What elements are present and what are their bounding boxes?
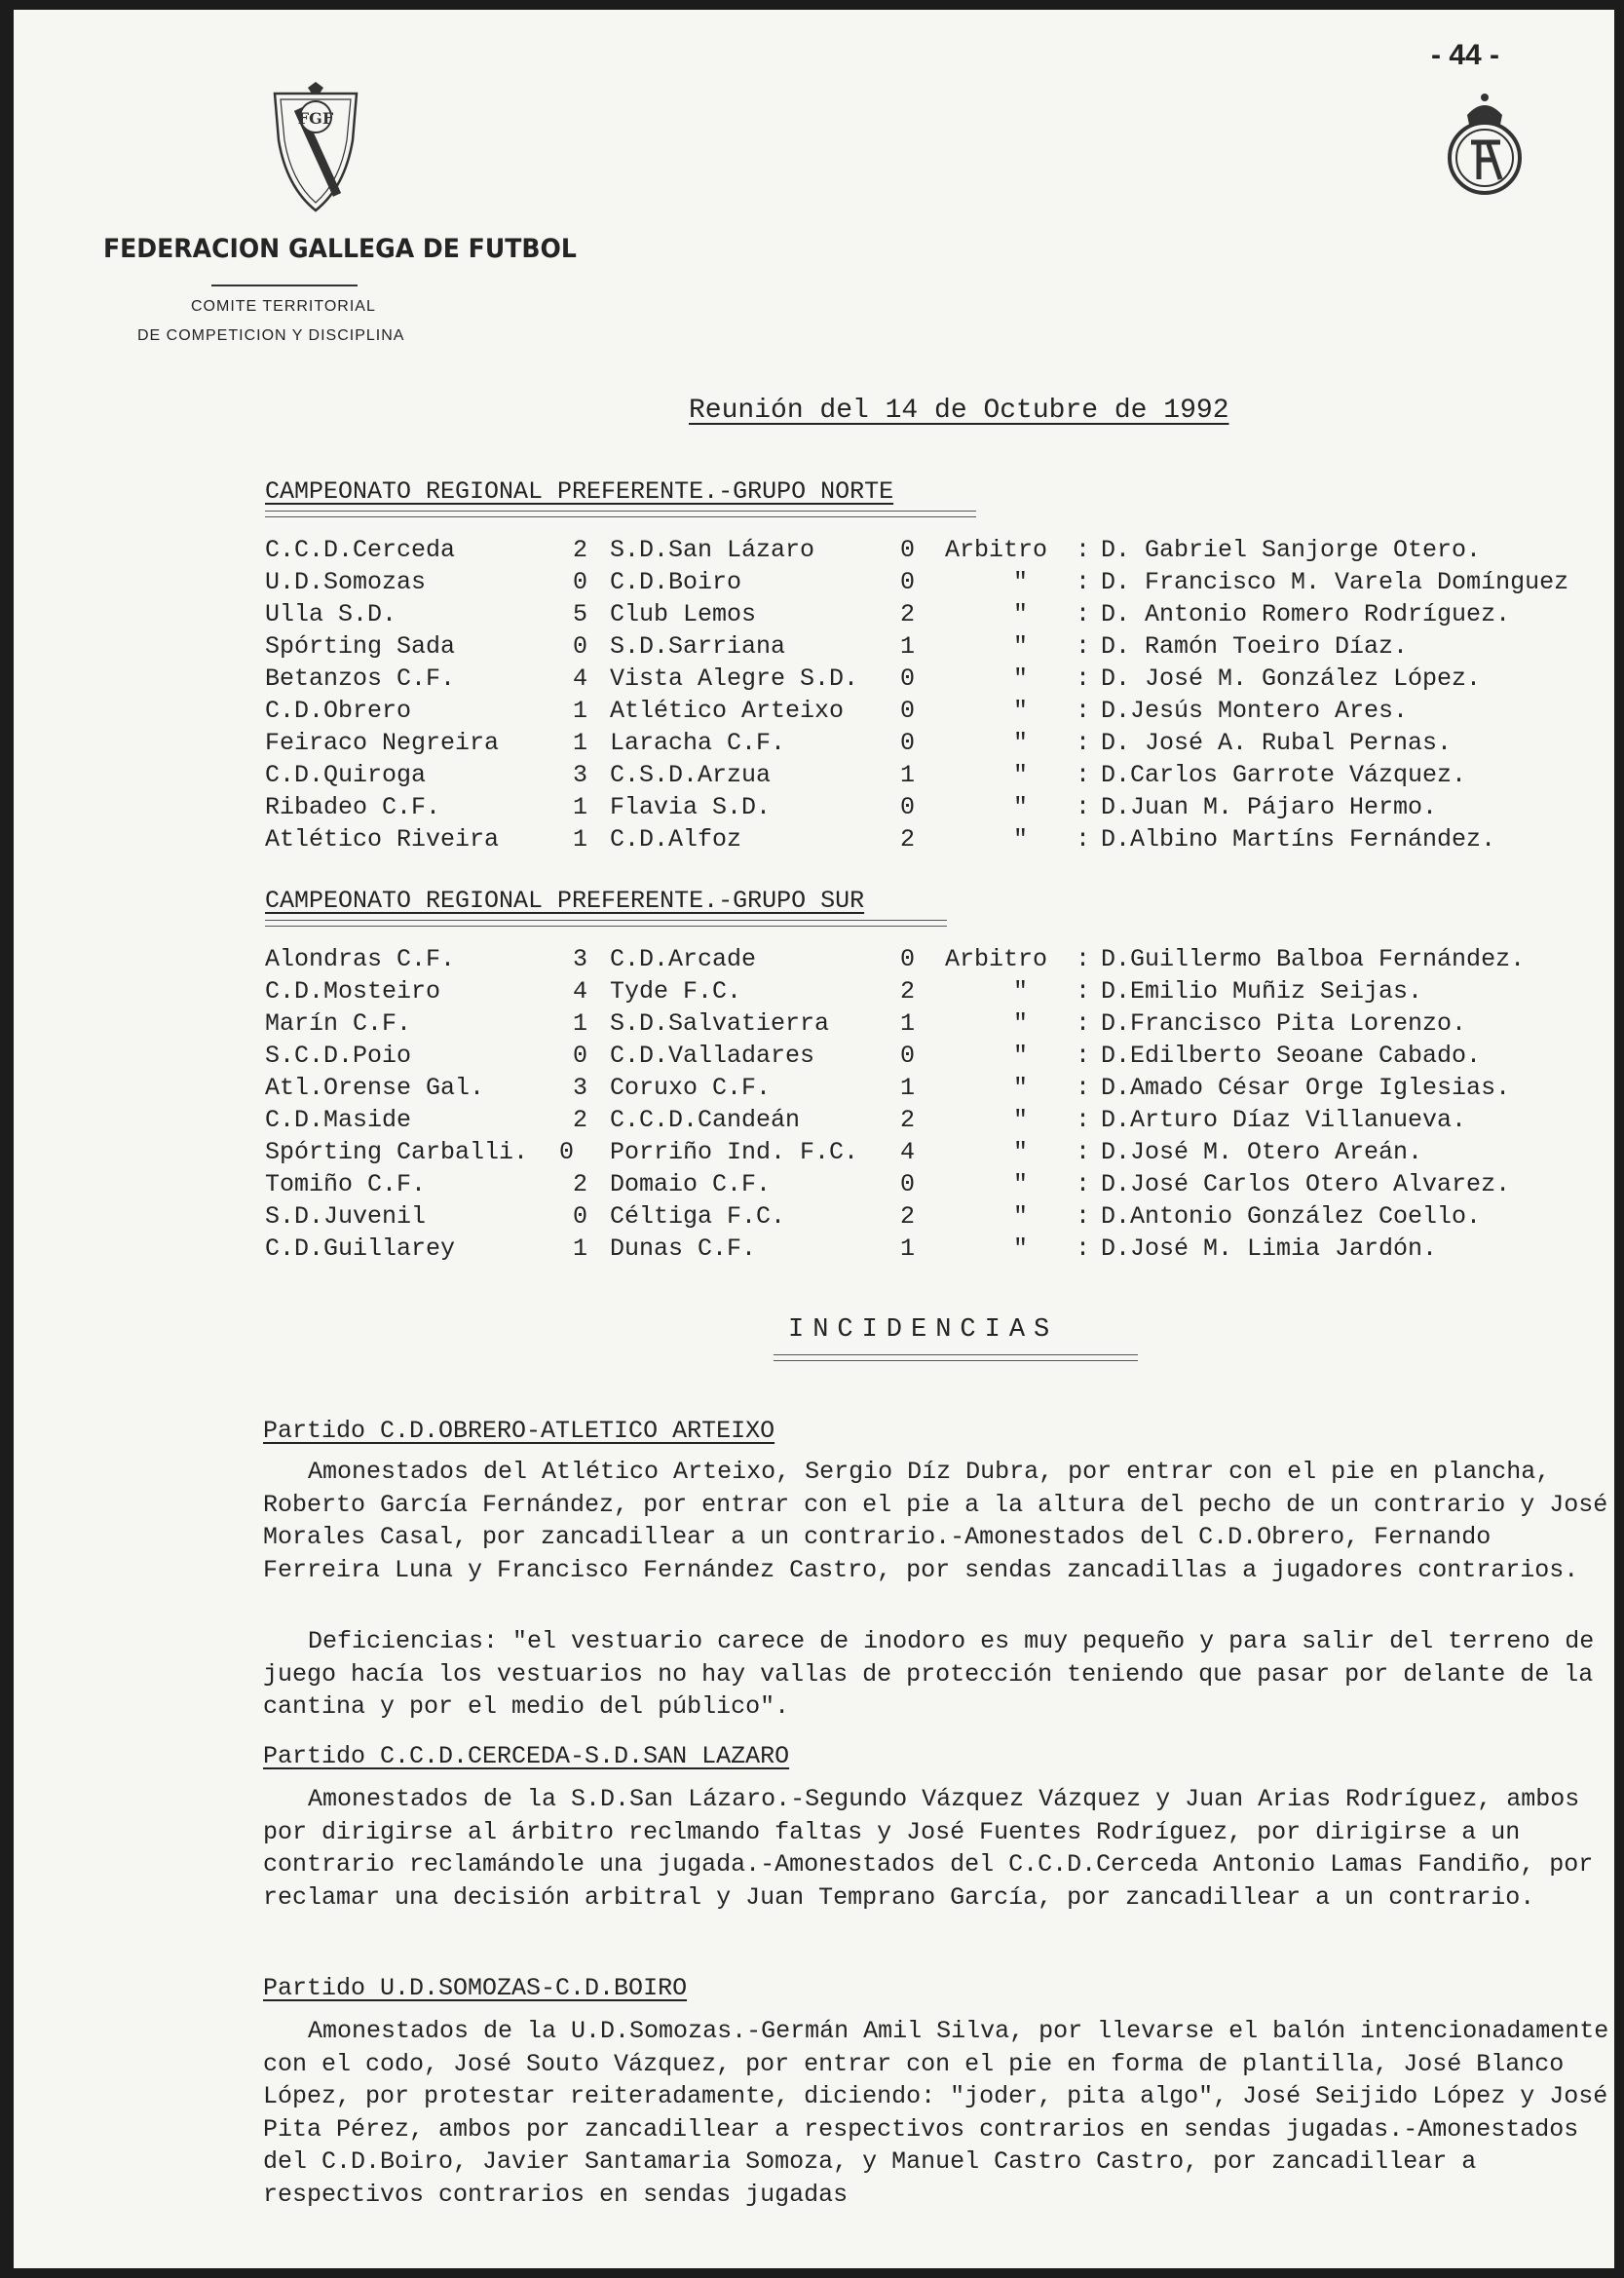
- home-score: 0: [573, 568, 588, 596]
- away-team: Flavia S.D.: [610, 793, 772, 821]
- home-team: Marín C.F.: [265, 1009, 412, 1038]
- incidencias-title: INCIDENCIAS: [788, 1315, 1059, 1345]
- ditto-mark: ": [1013, 1138, 1029, 1166]
- separator: :: [1076, 977, 1091, 1006]
- federation-shield-icon: [269, 80, 362, 216]
- home-team: C.D.Mosteiro: [265, 977, 441, 1006]
- separator: :: [1076, 568, 1091, 596]
- away-team: C.S.D.Arzua: [610, 761, 772, 789]
- home-team: Feiraco Negreira: [265, 729, 500, 757]
- away-team: C.D.Arcade: [610, 945, 757, 973]
- away-score: 0: [900, 1170, 916, 1198]
- referee-name: D. José M. González López.: [1101, 664, 1482, 693]
- double-underline: [265, 511, 976, 517]
- federation-name: FEDERACION GALLEGA DE FUTBOL: [103, 234, 577, 264]
- home-score: 0: [573, 632, 588, 661]
- home-team: Alondras C.F.: [265, 945, 456, 973]
- away-score: 0: [900, 536, 916, 564]
- ditto-mark: ": [1013, 1202, 1029, 1231]
- ditto-mark: ": [1013, 825, 1029, 854]
- away-team: Céltiga F.C.: [610, 1202, 786, 1231]
- incident-paragraph: Deficiencias: "el vestuario carece de inodoro es muy pequeño y para salir del terreno de juego hacía los vestuarios no hay vallas de protección teniendo que pasar por delante de la cantina y por el medio del público".: [263, 1627, 1595, 1721]
- away-team: Porriño Ind. F.C.: [610, 1138, 859, 1166]
- home-team: Betanzos C.F.: [265, 664, 456, 693]
- away-team: Coruxo C.F.: [610, 1074, 772, 1102]
- away-team: Domaio C.F.: [610, 1170, 772, 1198]
- away-score: 1: [900, 632, 916, 661]
- away-score: 2: [900, 600, 916, 628]
- away-score: 4: [900, 1138, 916, 1166]
- separator: :: [1076, 600, 1091, 628]
- referee-name: D. Ramón Toeiro Díaz.: [1101, 632, 1409, 661]
- referee-name: D.Jesús Montero Ares.: [1101, 697, 1409, 725]
- away-team: Club Lemos: [610, 600, 757, 628]
- ditto-mark: ": [1013, 1106, 1029, 1134]
- separator: :: [1076, 1042, 1091, 1070]
- referee-name: D.José Carlos Otero Alvarez.: [1101, 1170, 1511, 1198]
- home-score: 2: [573, 1170, 588, 1198]
- home-team: Ulla S.D.: [265, 600, 397, 628]
- away-team: S.D.Sarriana: [610, 632, 786, 661]
- incident-paragraph: Amonestados de la U.D.Somozas.-Germán Amil Silva, por llevarse el balón intencionadamente con el codo, José Souto Vázquez, por entrar con el pie en forma de plantilla, José Blanco López, por protestar reiteradamente, diciendo: "joder, pita algo", José Seijido López y José Pita Pérez, ambos por zancadillear a respectivos contrarios en sendas jugadas.-Amonestados del C.D.Boiro, Javier Santamaria Somoza, y Manuel Castro Castro, por zancadillear a respectivos contrarios en sendas jugadas: [263, 2017, 1609, 2209]
- away-score: 1: [900, 1234, 916, 1263]
- separator: :: [1076, 825, 1091, 854]
- separator: :: [1076, 1074, 1091, 1102]
- separator: :: [1076, 1138, 1091, 1166]
- incident-paragraph: Amonestados del Atlético Arteixo, Sergio Díz Dubra, por entrar con el pie en plancha, Roberto García Fernández, por entrar con el pie a la altura del pecho de un contrario y José Morales Casal, por zancadillear a un contrario.-Amonestados del C.D.Obrero, Fernando Ferreira Luna y Francisco Fernández Castro, por sendas zancadillas a jugadores contrarios.: [263, 1458, 1608, 1584]
- home-score: 1: [573, 697, 588, 725]
- ditto-mark: ": [1013, 729, 1029, 757]
- referee-name: D.Edilberto Seoane Cabado.: [1101, 1042, 1482, 1070]
- home-team: C.D.Obrero: [265, 697, 412, 725]
- separator: :: [1076, 793, 1091, 821]
- separator: :: [1076, 1009, 1091, 1038]
- arbitro-label: Arbitro: [945, 536, 1048, 564]
- ditto-mark: ": [1013, 632, 1029, 661]
- away-team: S.D.Salvatierra: [610, 1009, 830, 1038]
- page-number: - 44 -: [1431, 39, 1500, 71]
- referee-name: D. José A. Rubal Pernas.: [1101, 729, 1453, 757]
- double-underline: [265, 920, 947, 927]
- home-score: 0: [573, 1202, 588, 1231]
- ditto-mark: ": [1013, 600, 1029, 628]
- ditto-mark: ": [1013, 761, 1029, 789]
- home-team: Spórting Carballi.: [265, 1138, 529, 1166]
- home-team: C.C.D.Cerceda: [265, 536, 456, 564]
- header-divider: [211, 285, 358, 286]
- away-score: 2: [900, 1202, 916, 1231]
- away-team: S.D.San Lázaro: [610, 536, 815, 564]
- home-team: U.D.Somozas: [265, 568, 427, 596]
- incident-title: Partido C.C.D.CERCEDA-S.D.SAN LAZARO: [263, 1742, 790, 1770]
- home-score: 5: [573, 600, 588, 628]
- home-team: S.C.D.Poio: [265, 1042, 412, 1070]
- incident-title: Partido U.D.SOMOZAS-C.D.BOIRO: [263, 1974, 688, 2002]
- home-team: S.D.Juvenil: [265, 1202, 427, 1231]
- referee-name: D.Carlos Garrote Vázquez.: [1101, 761, 1467, 789]
- ditto-mark: ": [1013, 1009, 1029, 1038]
- away-team: C.D.Valladares: [610, 1042, 815, 1070]
- away-score: 0: [900, 568, 916, 596]
- home-score: 1: [573, 1009, 588, 1038]
- away-score: 2: [900, 825, 916, 854]
- referee-name: D.Emilio Muñiz Seijas.: [1101, 977, 1423, 1006]
- separator: :: [1076, 945, 1091, 973]
- home-score: 1: [573, 729, 588, 757]
- group-sur-title: CAMPEONATO REGIONAL PREFERENTE.-GRUPO SUR: [265, 887, 865, 915]
- separator: :: [1076, 761, 1091, 789]
- referee-name: D.Amado César Orge Iglesias.: [1101, 1074, 1511, 1102]
- away-team: Vista Alegre S.D.: [610, 664, 859, 693]
- away-score: 0: [900, 697, 916, 725]
- separator: :: [1076, 1234, 1091, 1263]
- double-underline: [774, 1354, 1138, 1361]
- committee-line-1: COMITE TERRITORIAL: [191, 298, 376, 315]
- separator: :: [1076, 729, 1091, 757]
- home-score: 3: [573, 1074, 588, 1102]
- ditto-mark: ": [1013, 1170, 1029, 1198]
- away-team: C.C.D.Candeán: [610, 1106, 801, 1134]
- home-team: Spórting Sada: [265, 632, 456, 661]
- referee-name: D.Juan M. Pájaro Hermo.: [1101, 793, 1438, 821]
- away-score: 1: [900, 761, 916, 789]
- group-norte-title: CAMPEONATO REGIONAL PREFERENTE.-GRUPO NORTE: [265, 477, 894, 506]
- referee-name: D.Albino Martíns Fernández.: [1101, 825, 1496, 854]
- separator: :: [1076, 1106, 1091, 1134]
- away-team: Laracha C.F.: [610, 729, 786, 757]
- away-score: 2: [900, 977, 916, 1006]
- referee-name: D. Antonio Romero Rodríguez.: [1101, 600, 1511, 628]
- away-team: Atlético Arteixo: [610, 697, 845, 725]
- ditto-mark: ": [1013, 1074, 1029, 1102]
- home-score: 4: [573, 664, 588, 693]
- referee-name: D.Arturo Díaz Villanueva.: [1101, 1106, 1467, 1134]
- away-score: 0: [900, 1042, 916, 1070]
- ditto-mark: ": [1013, 664, 1029, 693]
- home-team: Tomiño C.F.: [265, 1170, 427, 1198]
- ditto-mark: ": [1013, 697, 1029, 725]
- ditto-mark: ": [1013, 1042, 1029, 1070]
- away-team: C.D.Boiro: [610, 568, 742, 596]
- svg-text:FGF: FGF: [297, 109, 334, 128]
- home-team: Atlético Riveira: [265, 825, 500, 854]
- home-team: Ribadeo C.F.: [265, 793, 441, 821]
- home-score: 1: [573, 825, 588, 854]
- home-team: C.D.Maside: [265, 1106, 412, 1134]
- crowned-emblem-icon: [1446, 86, 1524, 201]
- referee-name: D.Antonio González Coello.: [1101, 1202, 1482, 1231]
- away-score: 0: [900, 945, 916, 973]
- away-score: 0: [900, 793, 916, 821]
- referee-name: D. Francisco M. Varela Domínguez: [1101, 568, 1569, 596]
- away-score: 1: [900, 1074, 916, 1102]
- separator: :: [1076, 1170, 1091, 1198]
- home-score: 4: [573, 977, 588, 1006]
- separator: :: [1076, 664, 1091, 693]
- incident-paragraph: Amonestados de la S.D.San Lázaro.-Segundo Vázquez Vázquez y Juan Arias Rodríguez, ambos por dirigirse al árbitro reclmando faltas y José Fuentes Rodríguez, por dirigirse a un contrario reclamándole una jugada.-Amonestados del C.C.D.Cerceda Antonio Lamas Fandiño, por reclamar una decisión arbitral y Juan Temprano García, por zancadillear a un contrario.: [263, 1785, 1594, 1912]
- home-score: 3: [573, 761, 588, 789]
- referee-name: D.José M. Limia Jardón.: [1101, 1234, 1438, 1263]
- referee-name: D.Guillermo Balboa Fernández.: [1101, 945, 1526, 973]
- separator: :: [1076, 632, 1091, 661]
- home-team: Atl.Orense Gal.: [265, 1074, 485, 1102]
- ditto-mark: ": [1013, 568, 1029, 596]
- away-score: 0: [900, 729, 916, 757]
- home-score: 2: [573, 1106, 588, 1134]
- away-team: Dunas C.F.: [610, 1234, 757, 1263]
- away-team: Tyde F.C.: [610, 977, 742, 1006]
- home-team: C.D.Quiroga: [265, 761, 427, 789]
- home-score: 0: [559, 1138, 575, 1166]
- separator: :: [1076, 697, 1091, 725]
- away-score: 1: [900, 1009, 916, 1038]
- separator: :: [1076, 1202, 1091, 1231]
- home-score: 2: [573, 536, 588, 564]
- ditto-mark: ": [1013, 793, 1029, 821]
- arbitro-label: Arbitro: [945, 945, 1048, 973]
- referee-name: D. Gabriel Sanjorge Otero.: [1101, 536, 1482, 564]
- incident-title: Partido C.D.OBRERO-ATLETICO ARTEIXO: [263, 1417, 775, 1445]
- separator: :: [1076, 536, 1091, 564]
- meeting-title: Reunión del 14 de Octubre de 1992: [689, 396, 1229, 426]
- home-score: 1: [573, 793, 588, 821]
- away-score: 2: [900, 1106, 916, 1134]
- document-page: [14, 10, 1614, 2268]
- ditto-mark: ": [1013, 1234, 1029, 1263]
- committee-line-2: DE COMPETICION Y DISCIPLINA: [137, 327, 405, 344]
- ditto-mark: ": [1013, 977, 1029, 1006]
- home-score: 0: [573, 1042, 588, 1070]
- referee-name: D.Francisco Pita Lorenzo.: [1101, 1009, 1467, 1038]
- home-team: C.D.Guillarey: [265, 1234, 456, 1263]
- home-score: 1: [573, 1234, 588, 1263]
- away-score: 0: [900, 664, 916, 693]
- away-team: C.D.Alfoz: [610, 825, 742, 854]
- referee-name: D.José M. Otero Areán.: [1101, 1138, 1423, 1166]
- home-score: 3: [573, 945, 588, 973]
